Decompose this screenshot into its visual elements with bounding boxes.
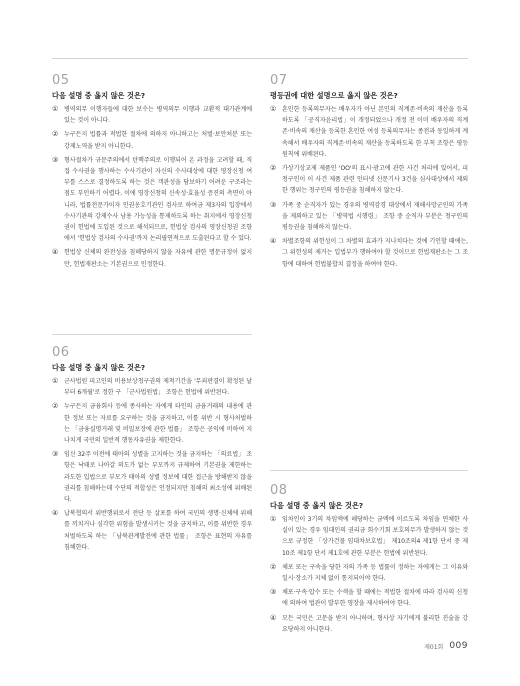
option-marker: ② [52, 130, 59, 139]
option-marker: ③ [52, 450, 59, 459]
option-marker: ② [52, 402, 59, 411]
question-title: 다음 설명 중 옳지 않은 것은? [52, 91, 146, 100]
option-4[interactable] [52, 508, 252, 553]
option-text: 임신 32주 이전에 태아의 성별을 고지하는 것을 금지하는 「의료법」 조항은 낙태로 나아갈 의도가 없는 부모까지 규제하여 기본권을 제한하는 과도한 입법으로 부모가 태아의 성별 정보에 대한 접근을 방해받지 않을 권리를 침해하는데 수단의 적합성은 인정되지만 침해의 최소성에 위배된다. [64, 451, 252, 504]
option-marker: ② [270, 562, 277, 571]
option-2[interactable] [270, 163, 468, 197]
question-title: 다음 설명 중 옳지 않은 것은? [270, 501, 364, 510]
option-marker: ④ [270, 237, 277, 246]
option-4[interactable] [52, 247, 252, 269]
question-title: 다음 설명 중 옳지 않은 것은? [52, 363, 146, 372]
option-text: 임차인이 3기의 차임액에 해당하는 금액에 이르도록 차임을 연체한 사실이 있는 경우 임대인의 권리금 회수기회 보호의무가 발생하지 않는 것으로 규정한 「상가건물 임대차보호법」 제10조의4 제1항 단서 중 제10조 제1항 단서 제1호에 관한 부분은 헌법에 위반된다. [282, 516, 468, 557]
option-1[interactable] [270, 104, 468, 160]
option-marker: ② [270, 164, 277, 173]
option-3[interactable] [52, 155, 252, 245]
option-text: 병역의무 이행자들에 대한 보수는 병역의무 이행과 교환적 대가관계에 있는 것이 아니다. [64, 106, 252, 125]
option-text: 군사법원 피고인의 비용보상청구권의 제척기간을 '무죄판결이 확정된 날부터 6개월'로 정한 구 「군사법원법」 조항은 헌법에 위반된다. [64, 378, 252, 397]
question-number: 07 [270, 73, 288, 88]
option-text: 혼인한 등록의무자는 배우자가 아닌 본인의 직계존·비속의 재산을 등록하도록 「공직자윤리법」이 개정되었으나 개정 전 이미 배우자의 직계존·비속의 재산을 등록한 혼인한 여성 등록의무자는 종전과 동일하게 계속해서 배우자의 직계존·비속의 재산을 등록하도록 한 부칙 조항은 평등원칙에 위배된다. [282, 106, 468, 158]
option-3[interactable] [52, 449, 252, 505]
option-1[interactable] [52, 376, 252, 398]
page-number: 009 [449, 641, 468, 651]
option-3[interactable] [270, 587, 468, 609]
option-2[interactable] [52, 401, 252, 446]
option-1[interactable] [52, 104, 252, 126]
option-text: 형사절차가 규문주의에서 탄핵주의로 이행되어 온 과정을 고려할 때, 직접 수사권을 행사하는 수사기관이 자신의 수사대상에 대한 영장신청 여부를 스스로 결정하도록 하는 것은 객관성을 담보하기 어려운 구조라는 점도 부인하기 어렵다. 이에 영장신청의 신속성·효율성 증진의 측면이 아니라, 법률전문가이자 인권옹호기관인 검사로 하여금 제3자의 입장에서 수사기관의 강제수사 남용 가능성을 통제하도록 하는 취지에서 영장신청권이 헌법에 도입된 것으로 해석되므로, 헌법상 검사의 영장신청권 조항에서 '헌법상 검사의 수사권'까지 논리필연적으로 도출된다고 할 수 있다. [64, 156, 252, 243]
option-marker: ③ [270, 588, 277, 597]
option-4[interactable] [270, 613, 468, 635]
section-divider [270, 470, 468, 471]
option-4[interactable] [270, 236, 468, 270]
option-text: 체포 또는 구속을 당한 자의 가족 등 법률이 정하는 자에게는 그 이유와 일시·장소가 지체 없이 통지되어야 한다. [282, 563, 468, 583]
option-text: 가족 중 순직자가 있는 경우의 병역감경 대상에서 재해사망군인의 가족을 제외하고 있는 「병역법 시행령」 조항 중 순직자 부분은 청구인의 평등권을 침해하지 않는다. [282, 201, 468, 232]
option-text: 누구든지 금융회사 등에 종사하는 자에게 타인의 금융거래의 내용에 관한 정보 또는 자료를 요구하는 것을 금지하고, 이를 위반 시 형사처벌하는 「금융실명거래 및 비밀보장에 관한 법률」 조항은 공익에 비하여 지나치게 국민의 일반적 행동자유권을 제한한다. [64, 403, 252, 445]
question-number: 05 [52, 73, 70, 88]
question-08 [270, 484, 468, 635]
option-marker: ④ [52, 509, 59, 518]
option-2[interactable] [52, 129, 252, 151]
option-marker: ④ [270, 613, 277, 622]
option-marker: ① [270, 515, 277, 523]
question-05 [52, 74, 252, 270]
option-marker: ① [52, 377, 59, 385]
option-marker: ③ [270, 200, 277, 209]
option-marker: ③ [52, 155, 59, 164]
option-text: 누구든지 법률과 적법한 절차에 의하지 아니하고는 처벌·보안처분 또는 강제노역을 받지 아니한다. [64, 131, 252, 150]
option-text: 차별조항의 위헌성이 그 차별의 효과가 지나치다는 것에 기인할 때에는, 그 위헌성의 제거는 입법부가 행하여야 할 것이므로 헌법재판소는 그 조항에 대하여 헌법불합치 결정을 하여야 한다. [282, 238, 468, 268]
option-marker: ④ [52, 248, 59, 257]
option-text: 체포·구속·압수 또는 수색을 할 때에는 적법한 절차에 따라 검사의 신청에 의하여 법관이 발부한 영장을 제시하여야 한다. [282, 589, 468, 608]
option-1[interactable] [270, 514, 468, 559]
question-title: 평등권에 대한 설명으로 옳지 않은 것은? [270, 91, 398, 100]
option-3[interactable] [270, 200, 468, 234]
question-07 [270, 74, 468, 270]
question-06 [52, 346, 252, 553]
option-text: 모든 국민은 고문을 받지 아니하며, 형사상 자기에게 불리한 진술을 강요당하지 아니한다. [282, 614, 468, 633]
option-text: 납북협의서 위반행위로서 전단 등 살포를 하여 국민의 생명·신체에 위해를 끼치거나 심각한 위험을 발생시키는 것을 금지하고, 이를 위반한 경우 처벌하도록 하는 「남북관계발전에 관한 법률」 조항은 표현의 자유를 침해한다. [64, 510, 252, 551]
option-2[interactable] [270, 562, 468, 584]
option-marker: ① [52, 105, 59, 113]
option-text: 가상기상교제 제품인 'OO'의 표시·광고에 관한 사건 처리에 있어서, 피청구인이 이 사건 제품 관련 인터넷 신문기사 3건을 심사대상에서 제외한 행위는 청구인의 평등권을 침해하지 않는다. [282, 165, 468, 195]
page-footer [424, 641, 468, 651]
option-marker: ① [270, 105, 277, 113]
section-divider [52, 334, 252, 335]
question-number: 08 [270, 483, 288, 498]
option-text: 헌법상 신체의 완전성을 침해당하지 않을 자유에 관한 명문규정이 없지만, 헌법재판소는 기본권으로 인정한다. [64, 249, 252, 268]
chapter-label: 제01회 [424, 643, 444, 651]
top-rule [52, 58, 468, 59]
question-number: 06 [52, 345, 70, 360]
